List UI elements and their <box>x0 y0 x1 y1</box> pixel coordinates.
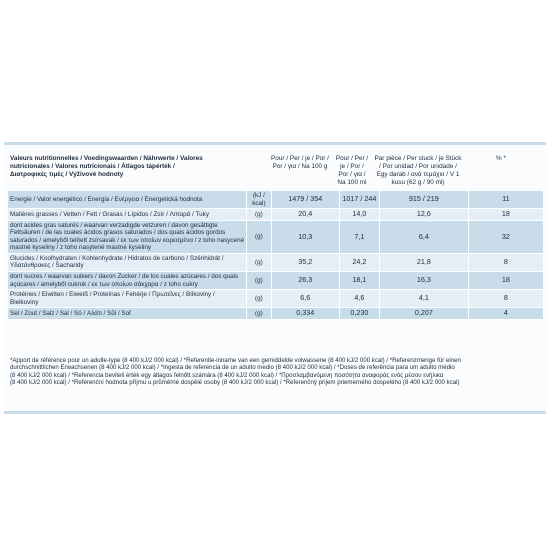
table-row <box>8 253 544 271</box>
nutrition-label <box>4 142 546 414</box>
value-percent-ri: 11 <box>468 191 543 209</box>
nutrition-table <box>8 191 544 320</box>
nutrient-label: dont acides gras saturés / waarvan verzadigde vetzuren / davon gesättigte Fettsäuren / de las cuales ácidos grasos saturados / dos quais ácidos gordos saturados / amelyből telített zsírsavak / εκ των οποίων κορεσμένα / z toho nasycené mastné kyseliny / z toho nasýtené mastné kyseliny <box>8 220 247 253</box>
footnote-line: (8 400 kJ/2 000 kcal) / *Referenční hodnota příjmu u průměrné dospělé osoby (8 400 kJ/2 000 kcal) / *Referenčný príjem priemerného dospelého (8 400 kJ/2 000 kcal) <box>10 379 460 387</box>
value-per-piece: 21,8 <box>379 253 468 271</box>
value-per-piece: 0,207 <box>379 308 468 320</box>
nutrient-label: Matières grasses / Vetten / Fett / Grasas / Lípidos / Zsír / Λιπαρά / Tuky <box>8 209 247 221</box>
unit-cell: (kJ / kcal) <box>247 191 272 209</box>
column-header-percent: % * <box>496 155 506 162</box>
unit-cell: (g) <box>247 272 272 290</box>
footnote-line: (8 400 kJ/2 000 kcal) / *Referencia beviteli érték egy átlagos felnőtt számára (8 400 kJ/2 000 kcal) / *Προσλαμβανόμενη ποσότητα αναφοράς ενός μέσου ενήλικα <box>10 371 444 379</box>
value-per-piece: 4,1 <box>379 290 468 308</box>
table-row <box>8 290 544 308</box>
value-per-100g: 10,3 <box>271 220 339 253</box>
footnote <box>10 357 540 387</box>
value-per-100ml: 4,6 <box>339 290 379 308</box>
value-per-100g: 35,2 <box>271 253 339 271</box>
unit-cell: (g) <box>247 220 272 253</box>
unit-cell: (g) <box>247 253 272 271</box>
nutrient-label: Energie / Valor energético / Energia / Ενέργεια / Energetická hodnota <box>8 191 247 209</box>
table-row <box>8 209 544 221</box>
unit-cell: (g) <box>247 290 272 308</box>
nutrient-label: Glucides / Koolhydraten / Kohlenhydrate / Hidratos de carbono / Szénhidrát / Υδατάνθρακες / Sacharidy <box>8 253 247 271</box>
value-per-100ml: 14,0 <box>339 209 379 221</box>
footnote-line: durchschnittlichen Erwachsenen (8 400 kJ/2 000 kcal) / *Ingesta de referencia de un adulto medio (8 400 kJ/2 000 kcal) / *Doses de referência para um adulto médio <box>10 364 455 372</box>
value-per-100g: 20,4 <box>271 209 339 221</box>
table-header <box>4 155 546 191</box>
value-per-100g: 1479 / 354 <box>271 191 339 209</box>
value-percent-ri: 32 <box>468 220 543 253</box>
value-per-100ml: 0,230 <box>339 308 379 320</box>
table-row <box>8 308 544 320</box>
footnote-line: *Apport de référence pour un adulte-type (8 400 kJ/2 000 kcal) / *Referentie-inname van een gemiddelde volwassene (8 400 kJ/2 000 kcal) / *Referenzmenge für einen <box>10 357 461 364</box>
nutrition-title: Valeurs nutritionnelles / Voedingswaarden / Nährwerte / Valores nutricionales / Valores nutricionais / Átlagos tápérték / Διατροφικές τιμές / Výživové hodnoty <box>10 155 203 178</box>
value-per-piece: 16,3 <box>379 272 468 290</box>
value-per-100ml: 18,1 <box>339 272 379 290</box>
column-header-per-100g: Pour / Per / je / Por / Por / για / Na 100 g <box>271 155 329 170</box>
value-per-100g: 0,334 <box>271 308 339 320</box>
nutrient-label: dont sucres / waarvan suikers / davon Zucker / de los cuales azúcares / dos quais açúcares / amelyből cukrok / εκ των οποίων σάκχαρα / z toho cukry <box>8 272 247 290</box>
unit-cell: (g) <box>247 308 272 320</box>
table-row <box>8 191 544 209</box>
nutrient-label: Protéines / Eiwitten / Eiweiß / Proteínas / Fehérje / Πρωτεΐνες / Bílkoviny / Bielkoviny <box>8 290 247 308</box>
column-header-per-piece: Par pièce / Per stuck / je Stück / Por unidad / Por unidade / Egy darab / ανά τεμάχιο / V 1 kusu (62 g / 90 ml) <box>374 155 462 186</box>
value-percent-ri: 8 <box>468 290 543 308</box>
table-row <box>8 272 544 290</box>
value-percent-ri: 8 <box>468 253 543 271</box>
value-per-100g: 6,6 <box>271 290 339 308</box>
value-per-piece: 915 / 219 <box>379 191 468 209</box>
value-percent-ri: 18 <box>468 209 543 221</box>
value-per-100g: 26,3 <box>271 272 339 290</box>
value-per-piece: 12,6 <box>379 209 468 221</box>
value-percent-ri: 18 <box>468 272 543 290</box>
value-per-100ml: 1017 / 244 <box>339 191 379 209</box>
value-percent-ri: 4 <box>468 308 543 320</box>
table-row <box>8 220 544 253</box>
value-per-100ml: 24,2 <box>339 253 379 271</box>
column-header-per-100ml: Pour / Per / je / Por / Por / για / Na 100 ml <box>335 155 369 186</box>
value-per-100ml: 7,1 <box>339 220 379 253</box>
value-per-piece: 6,4 <box>379 220 468 253</box>
nutrient-label: Sel / Zout / Salz / Sal / Só / Αλάτι / Sůl / Soľ <box>8 308 247 320</box>
unit-cell: (g) <box>247 209 272 221</box>
